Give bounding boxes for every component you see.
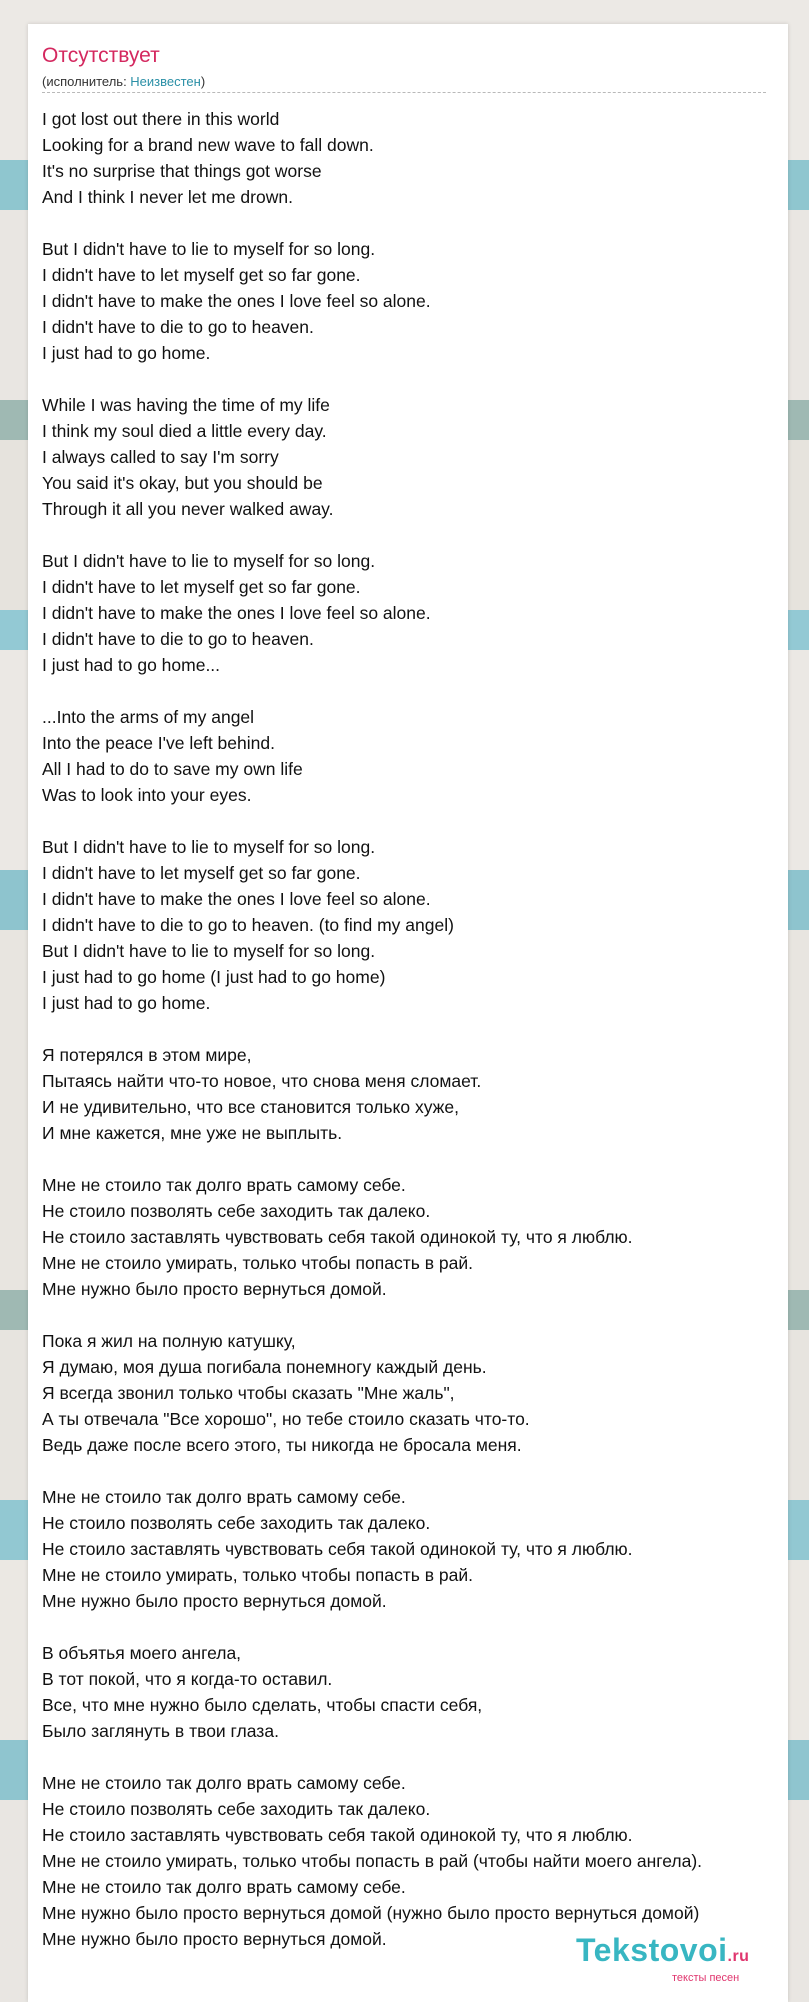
lyrics-line: Мне не стоило так долго врать самому себе. <box>42 1877 406 1897</box>
lyrics-line: Мне не стоило умирать, только чтобы попасть в рай. <box>42 1253 473 1273</box>
lyrics-line: I didn't have to let myself get so far gone. <box>42 577 361 597</box>
lyrics-stanza <box>42 834 806 1016</box>
lyrics-line: Было заглянуть в твои глаза. <box>42 1721 279 1741</box>
lyrics-line: I didn't have to make the ones I love feel so alone. <box>42 291 431 311</box>
lyrics-line: But I didn't have to lie to myself for so long. <box>42 837 376 857</box>
lyrics-line: I think my soul died a little every day. <box>42 421 327 441</box>
lyrics-line: Was to look into your eyes. <box>42 785 252 805</box>
logo-wordmark <box>576 1932 749 1969</box>
lyrics-line: I didn't have to let myself get so far gone. <box>42 863 361 883</box>
lyrics-line: Мне нужно было просто вернуться домой. <box>42 1591 387 1611</box>
lyrics-line: I always called to say I'm sorry <box>42 447 279 467</box>
lyrics-stanza <box>42 704 806 808</box>
lyrics-line: You said it's okay, but you should be <box>42 473 323 493</box>
lyrics-line: And I think I never let me drown. <box>42 187 293 207</box>
lyrics-line: I just had to go home. <box>42 993 211 1013</box>
lyrics-line: But I didn't have to lie to myself for so long. <box>42 941 376 961</box>
lyrics-line: Не стоило заставлять чувствовать себя такой одинокой ту, что я люблю. <box>42 1825 633 1845</box>
title-divider <box>42 92 766 93</box>
lyrics-line: All I had to do to save my own life <box>42 759 303 779</box>
lyrics-line: В объятья моего ангела, <box>42 1643 242 1663</box>
lyrics-line: А ты отвечала "Все хорошо", но тебе стоило сказать что-то. <box>42 1409 530 1429</box>
artist-link[interactable]: Неизвестен <box>130 74 201 89</box>
artist-prefix: (исполнитель: <box>42 74 131 89</box>
lyrics-stanza <box>42 1172 806 1302</box>
lyrics-line: I didn't have to let myself get so far gone. <box>42 265 361 285</box>
lyrics-stanza <box>42 1328 806 1458</box>
lyrics-line: Мне нужно было просто вернуться домой. <box>42 1279 387 1299</box>
lyrics-line: Ведь даже после всего этого, ты никогда не бросала меня. <box>42 1435 522 1455</box>
lyrics-line: I didn't have to die to go to heaven. <box>42 629 314 649</box>
lyrics-line: Я думаю, моя душа погибала понемногу каждый день. <box>42 1357 487 1377</box>
lyrics-line: Мне не стоило так долго врать самому себе. <box>42 1487 406 1507</box>
lyrics-line: I just had to go home (I just had to go home) <box>42 967 386 987</box>
lyrics-line: И не удивительно, что все становится только хуже, <box>42 1097 459 1117</box>
lyrics-line: Мне нужно было просто вернуться домой (нужно было просто вернуться домой) <box>42 1903 700 1923</box>
lyrics-line: Не стоило заставлять чувствовать себя такой одинокой ту, что я люблю. <box>42 1539 633 1559</box>
lyrics-line: Я потерялся в этом мире, <box>42 1045 252 1065</box>
lyrics-stanza <box>42 392 806 522</box>
lyrics-stanza <box>42 1640 806 1744</box>
lyrics-stanza <box>42 1042 806 1146</box>
logo-name: Tekstovoi <box>576 1932 728 1968</box>
logo-tld: .ru <box>727 1948 750 1965</box>
lyrics-text <box>42 106 806 1978</box>
lyrics-line: Не стоило позволять себе заходить так далеко. <box>42 1799 431 1819</box>
lyrics-line: Мне нужно было просто вернуться домой. <box>42 1929 387 1949</box>
lyrics-stanza <box>42 548 806 678</box>
lyrics-line: И мне кажется, мне уже не выплыть. <box>42 1123 343 1143</box>
lyrics-line: Не стоило позволять себе заходить так далеко. <box>42 1513 431 1533</box>
logo-tagline: тексты песен <box>672 1972 740 1984</box>
lyrics-line: Я всегда звонил только чтобы сказать "Мне жаль", <box>42 1383 455 1403</box>
lyrics-line: I just had to go home... <box>42 655 221 675</box>
lyrics-line: But I didn't have to lie to myself for so long. <box>42 239 376 259</box>
lyrics-line: I just had to go home. <box>42 343 211 363</box>
lyrics-line: I got lost out there in this world <box>42 109 280 129</box>
lyrics-line: Пока я жил на полную катушку, <box>42 1331 296 1351</box>
lyrics-line: ...Into the arms of my angel <box>42 707 255 727</box>
song-title: Отсутствует <box>42 44 160 67</box>
lyrics-stanza <box>42 106 806 210</box>
lyrics-line: В тот покой, что я когда-то оставил. <box>42 1669 333 1689</box>
artist-line <box>42 74 205 89</box>
lyrics-line: I didn't have to die to go to heaven. (to find my angel) <box>42 915 454 935</box>
lyrics-line: It's no surprise that things got worse <box>42 161 322 181</box>
lyrics-stanza <box>42 1770 806 1952</box>
lyrics-line: I didn't have to make the ones I love feel so alone. <box>42 889 431 909</box>
lyrics-line: Мне не стоило так долго врать самому себе. <box>42 1175 406 1195</box>
lyrics-line: Пытаясь найти что-то новое, что снова меня сломает. <box>42 1071 482 1091</box>
lyrics-line: Не стоило позволять себе заходить так далеко. <box>42 1201 431 1221</box>
lyrics-line: But I didn't have to lie to myself for so long. <box>42 551 376 571</box>
artist-suffix: ) <box>200 74 206 89</box>
lyrics-line: I didn't have to make the ones I love feel so alone. <box>42 603 431 623</box>
lyrics-line: While I was having the time of my life <box>42 395 330 415</box>
lyrics-line: Looking for a brand new wave to fall down. <box>42 135 374 155</box>
lyrics-line: I didn't have to die to go to heaven. <box>42 317 314 337</box>
lyrics-line: Мне не стоило умирать, только чтобы попасть в рай. <box>42 1565 473 1585</box>
lyrics-line: Мне не стоило так долго врать самому себе. <box>42 1773 406 1793</box>
lyrics-line: Не стоило заставлять чувствовать себя такой одинокой ту, что я люблю. <box>42 1227 633 1247</box>
lyrics-stanza <box>42 236 806 366</box>
lyrics-line: Into the peace I've left behind. <box>42 733 275 753</box>
site-logo[interactable] <box>576 1932 786 1990</box>
lyrics-line: Through it all you never walked away. <box>42 499 334 519</box>
lyrics-stanza <box>42 1484 806 1614</box>
lyrics-line: Мне не стоило умирать, только чтобы попасть в рай (чтобы найти моего ангела). <box>42 1851 703 1871</box>
lyrics-line: Все, что мне нужно было сделать, чтобы спасти себя, <box>42 1695 483 1715</box>
